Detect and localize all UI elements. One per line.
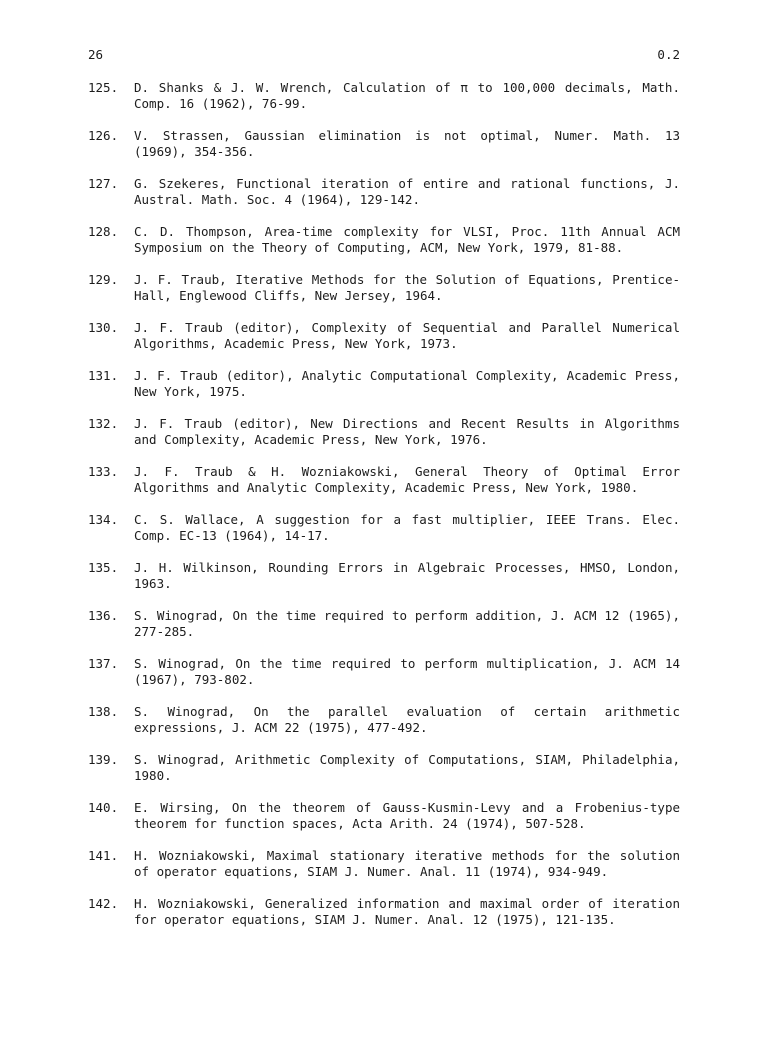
reference-text: C. D. Thompson, Area-time complexity for VLSI, Proc. 11th Annual ACM Symposium on the Theory of Computing, ACM, New York, 1979, 81-88. — [134, 224, 680, 255]
reference-text: V. Strassen, Gaussian elimination is not optimal, Numer. Math. 13 (1969), 354-356. — [134, 128, 680, 159]
reference-item — [88, 128, 680, 160]
reference-number: 132. — [88, 416, 119, 431]
reference-text: E. Wirsing, On the theorem of Gauss-Kusmin-Levy and a Frobenius-type theorem for function spaces, Acta Arith. 24 (1974), 507-528. — [134, 800, 680, 831]
reference-item — [88, 80, 680, 112]
reference-text: J. F. Traub, Iterative Methods for the Solution of Equations, Prentice-Hall, Englewood Cliffs, New Jersey, 1964. — [134, 272, 680, 303]
reference-number: 138. — [88, 704, 119, 719]
reference-text: S. Winograd, Arithmetic Complexity of Computations, SIAM, Philadelphia, 1980. — [134, 752, 680, 783]
reference-item — [88, 896, 680, 928]
reference-number: 134. — [88, 512, 119, 527]
reference-item — [88, 224, 680, 256]
reference-number: 140. — [88, 800, 119, 815]
page-header — [88, 47, 680, 63]
reference-item — [88, 416, 680, 448]
reference-text: J. F. Traub (editor), Analytic Computational Complexity, Academic Press, New York, 1975. — [134, 368, 680, 399]
reference-number: 139. — [88, 752, 119, 767]
reference-text: S. Winograd, On the parallel evaluation of certain arithmetic expressions, J. ACM 22 (1975), 477-492. — [134, 704, 680, 735]
reference-item — [88, 320, 680, 352]
reference-text: H. Wozniakowski, Generalized information and maximal order of iteration for operator equations, SIAM J. Numer. Anal. 12 (1975), 121-135. — [134, 896, 680, 927]
reference-text: S. Winograd, On the time required to perform addition, J. ACM 12 (1965), 277-285. — [134, 608, 680, 639]
reference-item — [88, 800, 680, 832]
reference-text: J. F. Traub (editor), New Directions and Recent Results in Algorithms and Complexity, Academic Press, New York, 1976. — [134, 416, 680, 447]
reference-number: 126. — [88, 128, 119, 143]
reference-text: S. Winograd, On the time required to perform multiplication, J. ACM 14 (1967), 793-802. — [134, 656, 680, 687]
reference-text: G. Szekeres, Functional iteration of entire and rational functions, J. Austral. Math. Soc. 4 (1964), 129-142. — [134, 176, 680, 207]
reference-text: D. Shanks & J. W. Wrench, Calculation of π to 100,000 decimals, Math. Comp. 16 (1962), 76-99. — [134, 80, 680, 111]
reference-item — [88, 512, 680, 544]
reference-item — [88, 368, 680, 400]
reference-text: J. H. Wilkinson, Rounding Errors in Algebraic Processes, HMSO, London, 1963. — [134, 560, 680, 591]
reference-text: J. F. Traub (editor), Complexity of Sequential and Parallel Numerical Algorithms, Academic Press, New York, 1973. — [134, 320, 680, 351]
reference-item — [88, 704, 680, 736]
reference-item — [88, 752, 680, 784]
page-number: 26 — [88, 47, 104, 62]
reference-number: 133. — [88, 464, 119, 479]
reference-number: 129. — [88, 272, 119, 287]
reference-text: J. F. Traub & H. Wozniakowski, General Theory of Optimal Error Algorithms and Analytic Complexity, Academic Press, New York, 1980. — [134, 464, 680, 495]
reference-number: 135. — [88, 560, 119, 575]
reference-number: 141. — [88, 848, 119, 863]
reference-item — [88, 272, 680, 304]
section-number: 0.2 — [657, 47, 680, 62]
reference-text: H. Wozniakowski, Maximal stationary iterative methods for the solution of operator equations, SIAM J. Numer. Anal. 11 (1974), 934-949. — [134, 848, 680, 879]
reference-number: 127. — [88, 176, 119, 191]
reference-item — [88, 176, 680, 208]
reference-number: 131. — [88, 368, 119, 383]
reference-item — [88, 608, 680, 640]
reference-number: 137. — [88, 656, 119, 671]
reference-number: 142. — [88, 896, 119, 911]
reference-item — [88, 848, 680, 880]
reference-list — [88, 80, 680, 944]
reference-item — [88, 656, 680, 688]
reference-number: 128. — [88, 224, 119, 239]
reference-number: 130. — [88, 320, 119, 335]
reference-item — [88, 464, 680, 496]
reference-item — [88, 560, 680, 592]
reference-number: 136. — [88, 608, 119, 623]
reference-number: 125. — [88, 80, 119, 95]
reference-text: C. S. Wallace, A suggestion for a fast multiplier, IEEE Trans. Elec. Comp. EC-13 (1964), 14-17. — [134, 512, 680, 543]
